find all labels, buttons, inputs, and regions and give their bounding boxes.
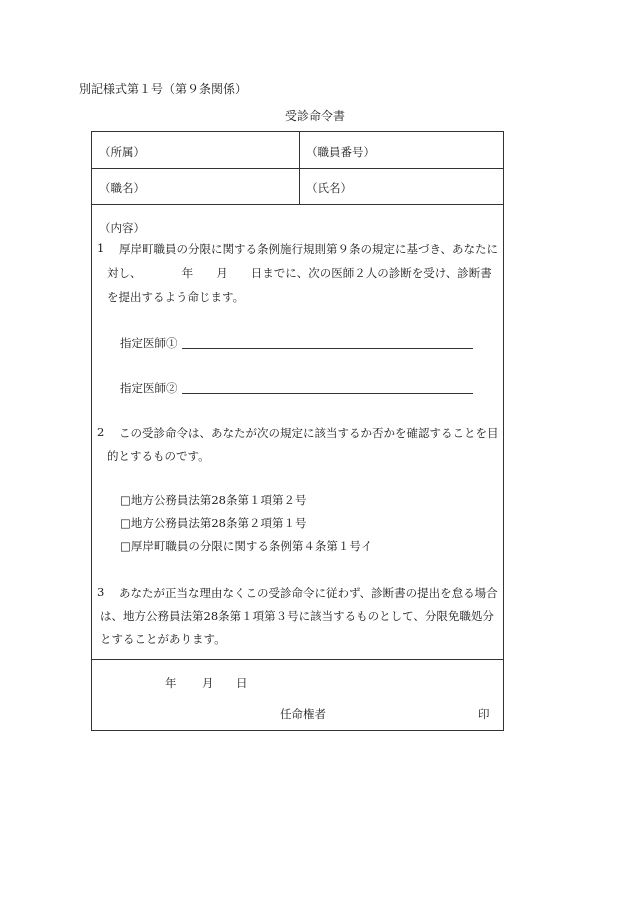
designated-doctor-1-label: 指定医師① bbox=[120, 336, 178, 350]
designated-doctor-2-line bbox=[182, 393, 473, 394]
item3-line1: あなたが正当な理由なくこの受診命令に従わず、診断書の提出を怠る場合 bbox=[119, 586, 498, 600]
form-reference: 別記様式第１号（第９条関係） bbox=[79, 82, 248, 96]
item1-line1: 厚岸町職員の分限に関する条例施行規則第９条の規定に基づき、あなたに bbox=[119, 242, 499, 256]
check-item-2: □地方公務員法第28条第２項第１号 bbox=[120, 516, 307, 530]
row-divider-3 bbox=[92, 659, 503, 660]
document-title: 受診命令書 bbox=[284, 109, 345, 123]
designated-doctor-1-line bbox=[182, 348, 473, 349]
item1-number: 1 bbox=[97, 241, 105, 255]
designated-doctor-2-label: 指定医師② bbox=[120, 381, 178, 395]
order-form-table bbox=[91, 131, 504, 731]
date-year: 年 bbox=[165, 676, 177, 690]
item1-line3: を提出するよう命じます。 bbox=[107, 290, 245, 304]
check-item-1: □地方公務員法第28条第１項第２号 bbox=[120, 493, 307, 507]
position-field: （職名） bbox=[99, 181, 145, 195]
item3-line3: とすることがあります。 bbox=[100, 632, 226, 646]
item2-number: 2 bbox=[97, 425, 105, 439]
item1-line2: 対し、 年 月 日までに、次の医師２人の診断を受け、診断書 bbox=[107, 266, 492, 280]
item3-number: 3 bbox=[97, 585, 105, 599]
designated-doctor-1 bbox=[120, 335, 178, 351]
item2-line2: 的とするものです。 bbox=[107, 449, 210, 463]
content-heading: （内容） bbox=[99, 221, 145, 235]
row-divider-2 bbox=[92, 204, 503, 205]
appointing-authority: 任命権者 bbox=[280, 707, 326, 721]
column-divider bbox=[299, 132, 300, 204]
seal-mark: 印 bbox=[478, 707, 490, 721]
date-day: 日 bbox=[236, 676, 248, 690]
check-item-3: □厚岸町職員の分限に関する条例第４条第１号イ bbox=[120, 539, 373, 553]
item3-line2: は、地方公務員法第28条第１項第３号に該当するものとして、分限免職処分 bbox=[100, 609, 494, 623]
row-divider-1 bbox=[92, 168, 503, 169]
name-field: （氏名） bbox=[306, 181, 352, 195]
affiliation-field: （所属） bbox=[99, 145, 145, 159]
item2-line1: この受診命令は、あなたが次の規定に該当するか否かを確認することを目 bbox=[119, 426, 499, 440]
employee-number-field: （職員番号） bbox=[306, 145, 375, 159]
designated-doctor-2 bbox=[120, 380, 178, 396]
date-month: 月 bbox=[202, 676, 214, 690]
